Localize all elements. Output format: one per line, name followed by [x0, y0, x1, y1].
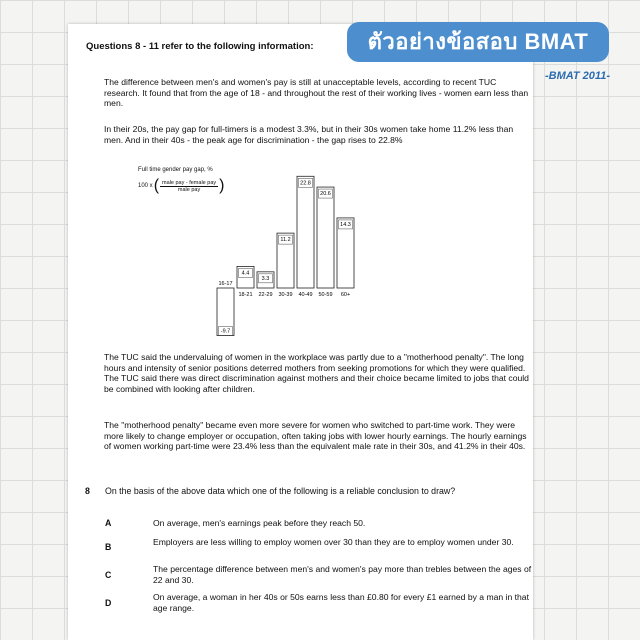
question-number: 8: [85, 486, 90, 496]
value-label-60+: 14.3: [340, 221, 351, 228]
value-label-30-39: 11.2: [280, 237, 291, 244]
option-a-text[interactable]: On average, men's earnings peak before they reach 50.: [153, 518, 366, 528]
bar-50-59: [317, 187, 334, 288]
category-label-40-49: 40-49: [298, 292, 313, 298]
formula-close-paren: ): [219, 177, 225, 194]
pay-gap-bar-chart: [200, 160, 370, 345]
category-label-16-17: 16-17: [218, 281, 233, 287]
paragraph-4: The "motherhood penalty" became even more severe for women who switched to part-time work. They were more likely to change employer or occupation, often taking jobs with lower hourly earnings. The hourly earnings of women working part-time were 23.4% less than the equivalent male rate in their 30s, and 41.2% in their 40s.: [104, 420, 527, 451]
question-text: On the basis of the above data which one of the following is a reliable conclusion to draw?: [105, 486, 456, 496]
category-label-60+: 60+: [340, 292, 351, 298]
option-d-text[interactable]: On average, a woman in her 40s or 50s earns less than £0.80 for every £1 earned by a man in that age range.: [153, 592, 529, 613]
questions-header: Questions 8 - 11 refer to the following information:: [86, 41, 314, 52]
bar-40-49: [297, 176, 314, 288]
value-label-40-49: 22.8: [300, 180, 311, 187]
category-label-50-59: 50-59: [318, 292, 333, 298]
formula-prefix: 100 x: [138, 183, 153, 189]
value-label-18-21: 4.4: [241, 270, 250, 277]
formula-open-paren: (: [153, 177, 160, 194]
title-banner: ตัวอย่างข้อสอบ BMAT: [347, 22, 609, 62]
formula-denominator: male pay: [177, 186, 201, 193]
value-label-16-17: -9.7: [220, 328, 231, 335]
option-c-letter[interactable]: C: [105, 570, 112, 580]
option-b-text[interactable]: Employers are less willing to employ women over 30 than they are to employ women under 30.: [153, 537, 514, 547]
banner-subtitle: -BMAT 2011-: [545, 70, 610, 82]
value-label-22-29: 3.3: [261, 275, 270, 282]
option-b-letter[interactable]: B: [105, 542, 112, 552]
category-label-18-21: 18-21: [238, 292, 253, 298]
option-d-letter[interactable]: D: [105, 598, 112, 608]
category-label-30-39: 30-39: [278, 292, 293, 298]
value-label-50-59: 20.6: [320, 191, 331, 198]
option-a-letter[interactable]: A: [105, 518, 112, 528]
bar-60+: [337, 218, 354, 288]
category-label-22-29: 22-29: [258, 292, 273, 298]
paragraph-1: The difference between men's and women's pay is still at unacceptable levels, according to recent TUC research. It found that from the age of 18 - and throughout the rest of their working lives - women earn less than men.: [104, 77, 529, 108]
formula-numerator: male pay - female pay: [162, 179, 217, 186]
option-c-text[interactable]: The percentage difference between men's and women's pay more than trebles between the ages of 22 and 30.: [153, 564, 532, 585]
paragraph-3: The TUC said the undervaluing of women in the workplace was partly due to a "motherhood penalty". The long hours and intensity of senior positions deterred mothers from seeking promotions for which they were qualified. The TUC said there was direct discrimination against mothers and their choice became limited to jobs that could be combined with looking after children.: [104, 352, 529, 394]
chart-title: Full time gender pay gap, %: [138, 167, 213, 173]
paragraph-2: In their 20s, the pay gap for full-timers is a modest 3.3%, but in their 30s women take home 11.2% less than men. And in their 40s - the peak age for discrimination - the gap rises to 22.8%: [104, 124, 514, 145]
